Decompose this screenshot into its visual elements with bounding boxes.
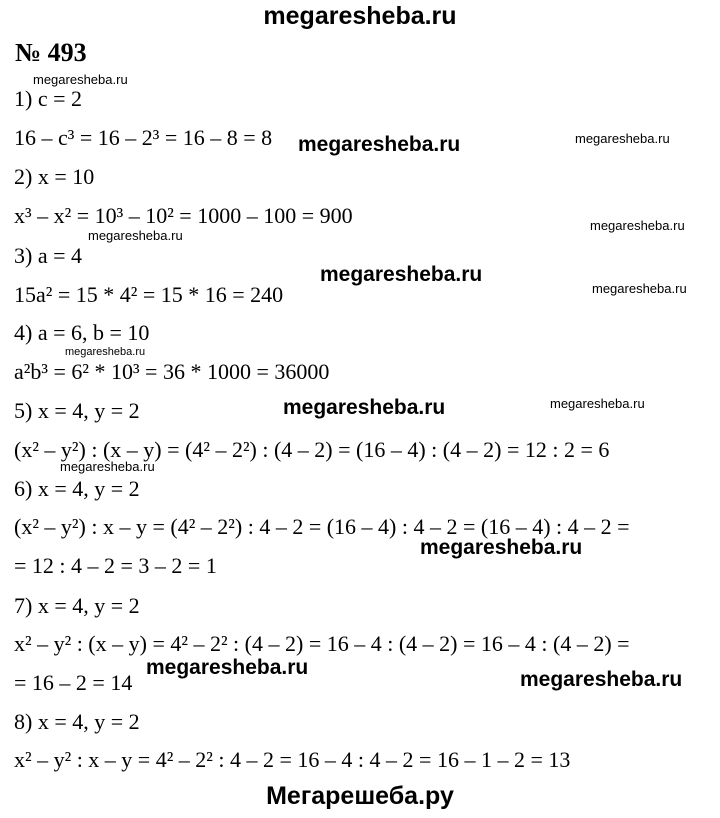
- task-number: № 493: [15, 38, 87, 67]
- watermark-bold: megaresheba.ru: [283, 396, 446, 419]
- step-5-given: 5) x = 4, y = 2: [14, 398, 140, 423]
- watermark-small: megaresheba.ru: [65, 346, 146, 358]
- watermark-small: megaresheba.ru: [33, 72, 128, 87]
- watermark-small: megaresheba.ru: [575, 131, 670, 146]
- header-watermark: megaresheba.ru: [263, 2, 457, 30]
- watermark-small: megaresheba.ru: [60, 459, 155, 474]
- step-7-result: = 16 – 2 = 14: [14, 670, 133, 695]
- footer-watermark: Мегарешеба.ру: [266, 782, 454, 810]
- step-7-given: 7) x = 4, y = 2: [14, 593, 140, 618]
- step-3-given: 3) a = 4: [14, 243, 82, 268]
- watermark-bold: megaresheba.ru: [298, 133, 461, 156]
- step-1-calc: 16 – c³ = 16 – 2³ = 16 – 8 = 8: [14, 125, 273, 150]
- watermark-bold: megaresheba.ru: [420, 536, 583, 559]
- watermark-small: megaresheba.ru: [590, 218, 685, 233]
- watermark-bold: megaresheba.ru: [320, 263, 483, 286]
- step-3-calc: 15a² = 15 * 4² = 15 * 16 = 240: [14, 282, 284, 307]
- step-2-calc: x³ – x² = 10³ – 10² = 1000 – 100 = 900: [14, 203, 353, 228]
- watermark-small: megaresheba.ru: [592, 281, 687, 296]
- step-1-given: 1) c = 2: [14, 86, 82, 111]
- step-4-calc: a²b³ = 6² * 10³ = 36 * 1000 = 36000: [14, 359, 330, 384]
- watermark-bold: megaresheba.ru: [520, 668, 683, 691]
- step-6-calc: (x² – y²) : x – y = (4² – 2²) : 4 – 2 = (16 – 4) : 4 – 2 = (16 – 4) : 4 – 2 =: [14, 514, 630, 539]
- step-6-given: 6) x = 4, y = 2: [14, 476, 140, 501]
- watermark-small: megaresheba.ru: [550, 396, 645, 411]
- step-7-calc: x² – y² : (x – y) = 4² – 2² : (4 – 2) = 16 – 4 : (4 – 2) = 16 – 4 : (4 – 2) =: [14, 631, 630, 656]
- watermark-bold: megaresheba.ru: [146, 656, 309, 679]
- step-2-given: 2) x = 10: [14, 164, 95, 189]
- watermark-small: megaresheba.ru: [88, 228, 183, 243]
- step-6-result: = 12 : 4 – 2 = 3 – 2 = 1: [14, 553, 217, 578]
- step-4-given: 4) a = 6, b = 10: [14, 320, 150, 345]
- step-5-calc: (x² – y²) : (x – y) = (4² – 2²) : (4 – 2) = (16 – 4) : (4 – 2) = 12 : 2 = 6: [14, 437, 610, 462]
- step-8-calc: x² – y² : x – y = 4² – 2² : 4 – 2 = 16 – 4 : 4 – 2 = 16 – 1 – 2 = 13: [14, 747, 571, 772]
- step-8-given: 8) x = 4, y = 2: [14, 709, 140, 734]
